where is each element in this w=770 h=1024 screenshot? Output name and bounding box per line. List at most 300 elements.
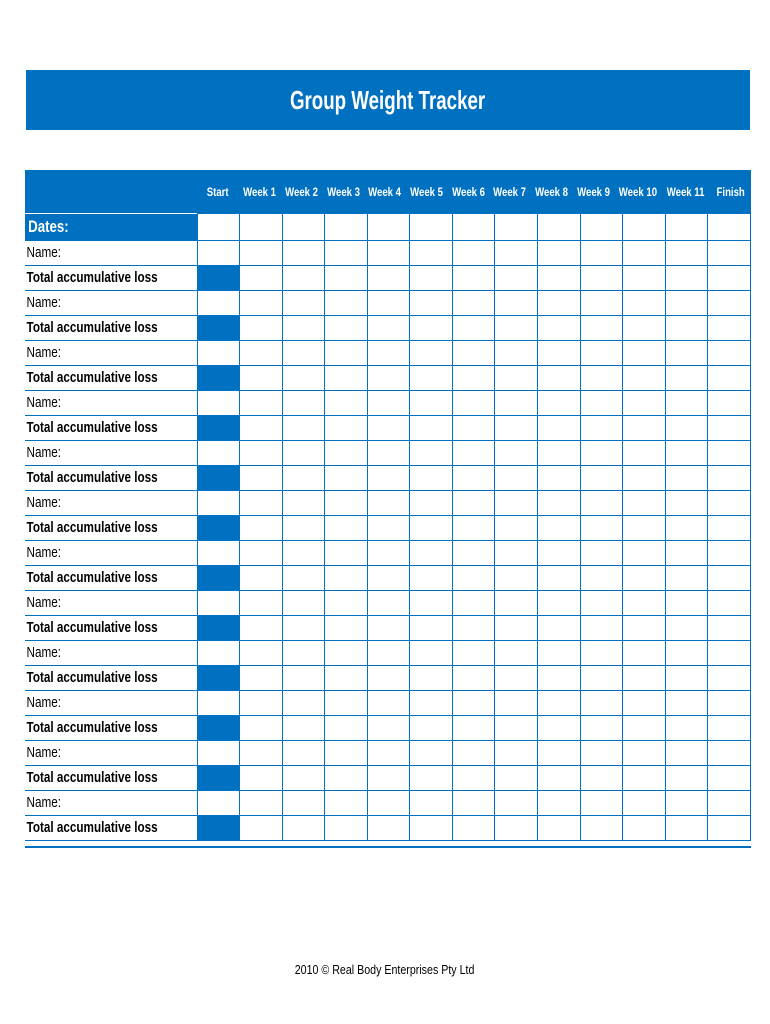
total-cell-week-1[interactable]: [240, 516, 283, 541]
name-cell-finish[interactable]: [708, 541, 751, 566]
name-cell-week-11[interactable]: [665, 741, 708, 766]
name-cell-week-2[interactable]: [282, 741, 325, 766]
name-cell-week-1[interactable]: [240, 241, 283, 266]
total-cell-week-5[interactable]: [410, 566, 453, 591]
total-cell-week-11[interactable]: [665, 666, 708, 691]
name-cell-week-2[interactable]: [282, 241, 325, 266]
dates-cell-week-11[interactable]: [665, 214, 708, 241]
name-cell-week-11[interactable]: [665, 241, 708, 266]
name-cell-week-3[interactable]: [325, 341, 368, 366]
total-cell-finish[interactable]: [708, 516, 751, 541]
total-cell-week-3[interactable]: [325, 416, 368, 441]
name-cell-week-10[interactable]: [623, 391, 666, 416]
name-cell-finish[interactable]: [708, 391, 751, 416]
total-cell-week-9[interactable]: [580, 316, 623, 341]
total-cell-finish[interactable]: [708, 366, 751, 391]
name-cell-week-6[interactable]: [452, 741, 495, 766]
name-cell-week-10[interactable]: [623, 791, 666, 816]
total-cell-start[interactable]: [197, 766, 240, 791]
total-cell-week-3[interactable]: [325, 616, 368, 641]
total-cell-week-7[interactable]: [495, 366, 538, 391]
total-cell-week-4[interactable]: [367, 266, 410, 291]
dates-cell-week-1[interactable]: [240, 214, 283, 241]
name-cell-start[interactable]: [197, 491, 240, 516]
name-cell-week-1[interactable]: [240, 391, 283, 416]
total-cell-week-1[interactable]: [240, 266, 283, 291]
dates-cell-start[interactable]: [197, 214, 240, 241]
total-cell-week-2[interactable]: [282, 466, 325, 491]
total-cell-week-1[interactable]: [240, 366, 283, 391]
name-cell-week-7[interactable]: [495, 641, 538, 666]
total-cell-week-11[interactable]: [665, 366, 708, 391]
total-cell-week-3[interactable]: [325, 516, 368, 541]
name-cell-finish[interactable]: [708, 641, 751, 666]
total-cell-week-10[interactable]: [623, 366, 666, 391]
name-cell-week-4[interactable]: [367, 641, 410, 666]
name-cell-start[interactable]: [197, 441, 240, 466]
name-cell-week-4[interactable]: [367, 541, 410, 566]
total-cell-week-9[interactable]: [580, 566, 623, 591]
name-cell-week-10[interactable]: [623, 541, 666, 566]
name-cell-week-1[interactable]: [240, 741, 283, 766]
total-cell-finish[interactable]: [708, 466, 751, 491]
total-cell-week-7[interactable]: [495, 666, 538, 691]
total-cell-week-6[interactable]: [452, 766, 495, 791]
total-cell-week-6[interactable]: [452, 816, 495, 841]
name-cell-week-10[interactable]: [623, 291, 666, 316]
name-cell-week-5[interactable]: [410, 741, 453, 766]
name-cell-week-9[interactable]: [580, 491, 623, 516]
name-cell-week-3[interactable]: [325, 541, 368, 566]
name-cell-week-8[interactable]: [538, 241, 581, 266]
dates-cell-week-2[interactable]: [282, 214, 325, 241]
name-cell-week-11[interactable]: [665, 341, 708, 366]
total-cell-week-3[interactable]: [325, 366, 368, 391]
total-cell-week-6[interactable]: [452, 716, 495, 741]
name-cell-week-2[interactable]: [282, 441, 325, 466]
name-cell-start[interactable]: [197, 241, 240, 266]
name-cell-week-7[interactable]: [495, 791, 538, 816]
total-cell-week-8[interactable]: [538, 516, 581, 541]
name-cell-week-1[interactable]: [240, 691, 283, 716]
name-cell-week-3[interactable]: [325, 391, 368, 416]
total-cell-week-2[interactable]: [282, 516, 325, 541]
total-cell-week-9[interactable]: [580, 716, 623, 741]
name-cell-week-1[interactable]: [240, 491, 283, 516]
name-cell-week-10[interactable]: [623, 591, 666, 616]
name-cell-week-6[interactable]: [452, 691, 495, 716]
total-cell-week-11[interactable]: [665, 716, 708, 741]
dates-cell-week-9[interactable]: [580, 214, 623, 241]
total-cell-week-9[interactable]: [580, 266, 623, 291]
name-cell-week-10[interactable]: [623, 741, 666, 766]
dates-cell-week-5[interactable]: [410, 214, 453, 241]
total-cell-week-4[interactable]: [367, 566, 410, 591]
total-cell-week-6[interactable]: [452, 466, 495, 491]
total-cell-start[interactable]: [197, 616, 240, 641]
name-cell-week-5[interactable]: [410, 591, 453, 616]
name-cell-week-11[interactable]: [665, 491, 708, 516]
name-cell-week-9[interactable]: [580, 391, 623, 416]
total-cell-week-11[interactable]: [665, 516, 708, 541]
total-cell-week-9[interactable]: [580, 416, 623, 441]
total-cell-week-4[interactable]: [367, 466, 410, 491]
name-cell-week-4[interactable]: [367, 241, 410, 266]
total-cell-week-8[interactable]: [538, 316, 581, 341]
name-cell-week-7[interactable]: [495, 391, 538, 416]
name-cell-week-4[interactable]: [367, 391, 410, 416]
name-cell-week-7[interactable]: [495, 291, 538, 316]
total-cell-week-11[interactable]: [665, 616, 708, 641]
total-cell-week-5[interactable]: [410, 466, 453, 491]
name-cell-week-7[interactable]: [495, 591, 538, 616]
total-cell-week-11[interactable]: [665, 316, 708, 341]
total-cell-week-10[interactable]: [623, 666, 666, 691]
total-cell-week-8[interactable]: [538, 716, 581, 741]
total-cell-week-7[interactable]: [495, 766, 538, 791]
name-cell-week-6[interactable]: [452, 391, 495, 416]
dates-cell-week-4[interactable]: [367, 214, 410, 241]
name-cell-week-2[interactable]: [282, 691, 325, 716]
name-cell-start[interactable]: [197, 391, 240, 416]
name-cell-week-3[interactable]: [325, 741, 368, 766]
total-cell-week-1[interactable]: [240, 566, 283, 591]
name-cell-week-9[interactable]: [580, 791, 623, 816]
name-cell-week-5[interactable]: [410, 341, 453, 366]
name-cell-week-5[interactable]: [410, 641, 453, 666]
total-cell-week-7[interactable]: [495, 516, 538, 541]
total-cell-week-8[interactable]: [538, 466, 581, 491]
dates-cell-finish[interactable]: [708, 214, 751, 241]
total-cell-start[interactable]: [197, 316, 240, 341]
total-cell-week-2[interactable]: [282, 816, 325, 841]
name-cell-finish[interactable]: [708, 341, 751, 366]
name-cell-week-7[interactable]: [495, 491, 538, 516]
name-cell-finish[interactable]: [708, 241, 751, 266]
total-cell-week-2[interactable]: [282, 666, 325, 691]
total-cell-week-5[interactable]: [410, 316, 453, 341]
total-cell-week-11[interactable]: [665, 816, 708, 841]
total-cell-week-6[interactable]: [452, 316, 495, 341]
name-cell-week-3[interactable]: [325, 491, 368, 516]
total-cell-week-10[interactable]: [623, 566, 666, 591]
total-cell-week-7[interactable]: [495, 616, 538, 641]
total-cell-week-9[interactable]: [580, 516, 623, 541]
name-cell-week-6[interactable]: [452, 591, 495, 616]
total-cell-week-7[interactable]: [495, 416, 538, 441]
name-cell-week-6[interactable]: [452, 491, 495, 516]
total-cell-week-3[interactable]: [325, 566, 368, 591]
total-cell-week-8[interactable]: [538, 666, 581, 691]
name-cell-week-1[interactable]: [240, 291, 283, 316]
total-cell-week-6[interactable]: [452, 516, 495, 541]
total-cell-week-1[interactable]: [240, 716, 283, 741]
name-cell-week-8[interactable]: [538, 491, 581, 516]
total-cell-week-10[interactable]: [623, 266, 666, 291]
total-cell-week-5[interactable]: [410, 366, 453, 391]
total-cell-week-6[interactable]: [452, 566, 495, 591]
total-cell-week-10[interactable]: [623, 766, 666, 791]
name-cell-week-8[interactable]: [538, 591, 581, 616]
name-cell-finish[interactable]: [708, 741, 751, 766]
total-cell-week-8[interactable]: [538, 566, 581, 591]
total-cell-week-1[interactable]: [240, 616, 283, 641]
name-cell-week-7[interactable]: [495, 341, 538, 366]
name-cell-week-1[interactable]: [240, 641, 283, 666]
total-cell-week-10[interactable]: [623, 516, 666, 541]
dates-cell-week-7[interactable]: [495, 214, 538, 241]
total-cell-week-5[interactable]: [410, 716, 453, 741]
total-cell-week-6[interactable]: [452, 416, 495, 441]
total-cell-week-1[interactable]: [240, 466, 283, 491]
total-cell-week-7[interactable]: [495, 566, 538, 591]
name-cell-week-5[interactable]: [410, 791, 453, 816]
name-cell-week-4[interactable]: [367, 291, 410, 316]
dates-cell-week-8[interactable]: [538, 214, 581, 241]
name-cell-start[interactable]: [197, 291, 240, 316]
total-cell-week-2[interactable]: [282, 766, 325, 791]
total-cell-week-2[interactable]: [282, 416, 325, 441]
name-cell-start[interactable]: [197, 791, 240, 816]
name-cell-week-7[interactable]: [495, 241, 538, 266]
total-cell-week-6[interactable]: [452, 266, 495, 291]
total-cell-start[interactable]: [197, 466, 240, 491]
name-cell-week-2[interactable]: [282, 491, 325, 516]
total-cell-finish[interactable]: [708, 716, 751, 741]
total-cell-week-7[interactable]: [495, 466, 538, 491]
total-cell-week-5[interactable]: [410, 666, 453, 691]
name-cell-week-2[interactable]: [282, 591, 325, 616]
total-cell-week-11[interactable]: [665, 266, 708, 291]
total-cell-week-9[interactable]: [580, 466, 623, 491]
name-cell-finish[interactable]: [708, 491, 751, 516]
name-cell-week-9[interactable]: [580, 741, 623, 766]
total-cell-week-8[interactable]: [538, 816, 581, 841]
name-cell-finish[interactable]: [708, 791, 751, 816]
name-cell-week-1[interactable]: [240, 441, 283, 466]
name-cell-week-5[interactable]: [410, 491, 453, 516]
total-cell-week-3[interactable]: [325, 766, 368, 791]
name-cell-week-6[interactable]: [452, 541, 495, 566]
name-cell-week-10[interactable]: [623, 691, 666, 716]
name-cell-week-8[interactable]: [538, 641, 581, 666]
total-cell-week-5[interactable]: [410, 416, 453, 441]
name-cell-week-6[interactable]: [452, 791, 495, 816]
name-cell-week-1[interactable]: [240, 791, 283, 816]
dates-cell-week-10[interactable]: [623, 214, 666, 241]
name-cell-week-9[interactable]: [580, 591, 623, 616]
name-cell-week-4[interactable]: [367, 491, 410, 516]
name-cell-week-2[interactable]: [282, 641, 325, 666]
name-cell-week-11[interactable]: [665, 641, 708, 666]
name-cell-week-3[interactable]: [325, 641, 368, 666]
name-cell-week-7[interactable]: [495, 441, 538, 466]
total-cell-week-11[interactable]: [665, 416, 708, 441]
name-cell-week-3[interactable]: [325, 791, 368, 816]
total-cell-week-3[interactable]: [325, 316, 368, 341]
name-cell-week-8[interactable]: [538, 691, 581, 716]
total-cell-week-4[interactable]: [367, 616, 410, 641]
total-cell-week-2[interactable]: [282, 716, 325, 741]
total-cell-week-4[interactable]: [367, 766, 410, 791]
total-cell-week-5[interactable]: [410, 816, 453, 841]
total-cell-finish[interactable]: [708, 766, 751, 791]
total-cell-week-3[interactable]: [325, 716, 368, 741]
total-cell-week-7[interactable]: [495, 716, 538, 741]
total-cell-finish[interactable]: [708, 616, 751, 641]
name-cell-week-5[interactable]: [410, 441, 453, 466]
name-cell-week-3[interactable]: [325, 291, 368, 316]
total-cell-week-11[interactable]: [665, 466, 708, 491]
name-cell-week-8[interactable]: [538, 541, 581, 566]
total-cell-start[interactable]: [197, 716, 240, 741]
name-cell-week-4[interactable]: [367, 441, 410, 466]
total-cell-finish[interactable]: [708, 316, 751, 341]
name-cell-week-6[interactable]: [452, 641, 495, 666]
total-cell-week-2[interactable]: [282, 566, 325, 591]
total-cell-start[interactable]: [197, 416, 240, 441]
name-cell-week-2[interactable]: [282, 791, 325, 816]
total-cell-week-8[interactable]: [538, 366, 581, 391]
name-cell-week-4[interactable]: [367, 691, 410, 716]
total-cell-week-9[interactable]: [580, 766, 623, 791]
name-cell-week-8[interactable]: [538, 341, 581, 366]
name-cell-week-5[interactable]: [410, 691, 453, 716]
total-cell-week-4[interactable]: [367, 366, 410, 391]
name-cell-week-4[interactable]: [367, 741, 410, 766]
name-cell-finish[interactable]: [708, 291, 751, 316]
name-cell-week-9[interactable]: [580, 441, 623, 466]
total-cell-week-1[interactable]: [240, 316, 283, 341]
total-cell-week-1[interactable]: [240, 816, 283, 841]
name-cell-finish[interactable]: [708, 691, 751, 716]
total-cell-week-3[interactable]: [325, 466, 368, 491]
name-cell-week-3[interactable]: [325, 241, 368, 266]
total-cell-week-3[interactable]: [325, 666, 368, 691]
dates-cell-week-3[interactable]: [325, 214, 368, 241]
total-cell-week-9[interactable]: [580, 666, 623, 691]
name-cell-week-4[interactable]: [367, 791, 410, 816]
total-cell-week-7[interactable]: [495, 266, 538, 291]
total-cell-week-8[interactable]: [538, 766, 581, 791]
name-cell-week-3[interactable]: [325, 591, 368, 616]
name-cell-week-11[interactable]: [665, 541, 708, 566]
total-cell-start[interactable]: [197, 566, 240, 591]
name-cell-week-10[interactable]: [623, 341, 666, 366]
name-cell-week-8[interactable]: [538, 441, 581, 466]
total-cell-finish[interactable]: [708, 666, 751, 691]
total-cell-week-2[interactable]: [282, 366, 325, 391]
name-cell-start[interactable]: [197, 541, 240, 566]
total-cell-week-2[interactable]: [282, 316, 325, 341]
name-cell-week-4[interactable]: [367, 591, 410, 616]
name-cell-week-6[interactable]: [452, 291, 495, 316]
total-cell-week-4[interactable]: [367, 816, 410, 841]
name-cell-week-8[interactable]: [538, 391, 581, 416]
total-cell-week-10[interactable]: [623, 466, 666, 491]
name-cell-week-10[interactable]: [623, 491, 666, 516]
total-cell-week-2[interactable]: [282, 616, 325, 641]
name-cell-start[interactable]: [197, 341, 240, 366]
total-cell-week-8[interactable]: [538, 416, 581, 441]
name-cell-week-3[interactable]: [325, 441, 368, 466]
total-cell-week-11[interactable]: [665, 766, 708, 791]
total-cell-week-4[interactable]: [367, 516, 410, 541]
name-cell-week-9[interactable]: [580, 541, 623, 566]
total-cell-finish[interactable]: [708, 266, 751, 291]
total-cell-week-8[interactable]: [538, 616, 581, 641]
total-cell-week-6[interactable]: [452, 666, 495, 691]
total-cell-week-1[interactable]: [240, 766, 283, 791]
total-cell-week-10[interactable]: [623, 416, 666, 441]
name-cell-finish[interactable]: [708, 441, 751, 466]
name-cell-start[interactable]: [197, 591, 240, 616]
total-cell-week-10[interactable]: [623, 316, 666, 341]
name-cell-week-8[interactable]: [538, 791, 581, 816]
total-cell-start[interactable]: [197, 266, 240, 291]
total-cell-week-5[interactable]: [410, 266, 453, 291]
total-cell-week-2[interactable]: [282, 266, 325, 291]
name-cell-week-1[interactable]: [240, 341, 283, 366]
total-cell-week-10[interactable]: [623, 616, 666, 641]
total-cell-finish[interactable]: [708, 816, 751, 841]
total-cell-week-5[interactable]: [410, 516, 453, 541]
total-cell-week-3[interactable]: [325, 266, 368, 291]
total-cell-start[interactable]: [197, 666, 240, 691]
name-cell-week-1[interactable]: [240, 591, 283, 616]
name-cell-week-3[interactable]: [325, 691, 368, 716]
total-cell-week-8[interactable]: [538, 266, 581, 291]
name-cell-week-5[interactable]: [410, 391, 453, 416]
total-cell-week-6[interactable]: [452, 616, 495, 641]
total-cell-week-9[interactable]: [580, 616, 623, 641]
total-cell-week-4[interactable]: [367, 716, 410, 741]
total-cell-week-6[interactable]: [452, 366, 495, 391]
name-cell-week-5[interactable]: [410, 241, 453, 266]
name-cell-week-9[interactable]: [580, 691, 623, 716]
total-cell-finish[interactable]: [708, 566, 751, 591]
name-cell-week-2[interactable]: [282, 291, 325, 316]
name-cell-week-11[interactable]: [665, 691, 708, 716]
name-cell-week-11[interactable]: [665, 791, 708, 816]
name-cell-week-6[interactable]: [452, 441, 495, 466]
total-cell-week-10[interactable]: [623, 816, 666, 841]
total-cell-week-9[interactable]: [580, 366, 623, 391]
name-cell-week-6[interactable]: [452, 341, 495, 366]
name-cell-week-5[interactable]: [410, 291, 453, 316]
name-cell-week-9[interactable]: [580, 291, 623, 316]
total-cell-week-7[interactable]: [495, 816, 538, 841]
name-cell-week-2[interactable]: [282, 391, 325, 416]
name-cell-week-11[interactable]: [665, 391, 708, 416]
name-cell-week-6[interactable]: [452, 241, 495, 266]
name-cell-week-1[interactable]: [240, 541, 283, 566]
name-cell-week-2[interactable]: [282, 341, 325, 366]
total-cell-start[interactable]: [197, 816, 240, 841]
name-cell-week-9[interactable]: [580, 641, 623, 666]
total-cell-week-4[interactable]: [367, 316, 410, 341]
total-cell-start[interactable]: [197, 366, 240, 391]
total-cell-week-7[interactable]: [495, 316, 538, 341]
name-cell-start[interactable]: [197, 691, 240, 716]
name-cell-week-11[interactable]: [665, 591, 708, 616]
name-cell-week-8[interactable]: [538, 291, 581, 316]
name-cell-week-4[interactable]: [367, 341, 410, 366]
total-cell-week-4[interactable]: [367, 666, 410, 691]
name-cell-week-11[interactable]: [665, 291, 708, 316]
name-cell-week-10[interactable]: [623, 241, 666, 266]
name-cell-week-8[interactable]: [538, 741, 581, 766]
